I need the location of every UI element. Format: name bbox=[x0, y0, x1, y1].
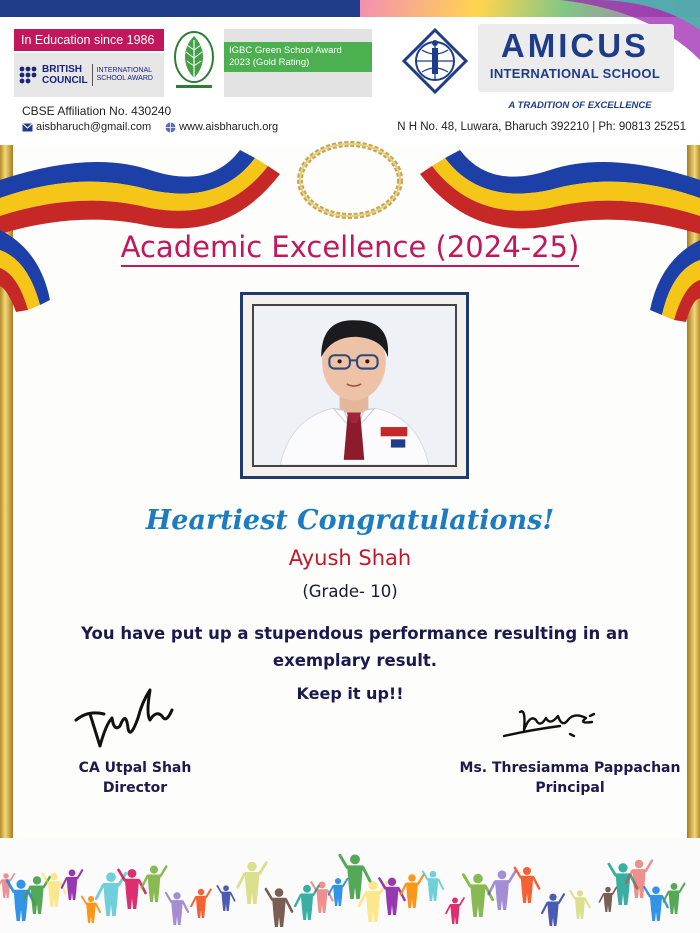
principal-signature-block bbox=[420, 758, 700, 798]
child-figure bbox=[401, 874, 424, 908]
child-figure bbox=[166, 892, 188, 925]
child-figure bbox=[664, 883, 685, 914]
british-council-award-2: SCHOOL AWARD bbox=[96, 75, 153, 82]
principal-signature bbox=[500, 700, 610, 750]
email-contact[interactable] bbox=[22, 121, 151, 133]
child-figure bbox=[266, 888, 292, 927]
student-photo bbox=[252, 304, 457, 467]
school-name: AMICUS bbox=[500, 27, 650, 64]
child-figure bbox=[542, 894, 564, 926]
igbc-line-1: IGBC Green School Award bbox=[229, 45, 342, 56]
student-grade: (Grade- 10) bbox=[302, 582, 398, 601]
child-figure bbox=[191, 889, 211, 918]
mail-icon bbox=[22, 123, 33, 132]
website-contact[interactable] bbox=[165, 121, 278, 133]
child-figure bbox=[359, 881, 387, 922]
children-crowd-decoration bbox=[0, 838, 700, 933]
british-council-badge bbox=[14, 53, 164, 97]
british-council-name-2: COUNCIL bbox=[42, 75, 88, 86]
encouragement-text: Keep it up!! bbox=[296, 684, 404, 703]
cbse-affiliation: CBSE Affiliation No. 430240 bbox=[22, 104, 172, 118]
achievement-message: You have put up a stupendous performance resulting in an exemplary result. bbox=[81, 624, 629, 670]
child-figure bbox=[82, 896, 100, 923]
principal-role: Principal bbox=[535, 780, 605, 796]
principal-name: Ms. Thresiamma Pappachan bbox=[459, 760, 681, 776]
header-stripe bbox=[0, 0, 360, 17]
amicus-emblem-icon bbox=[402, 28, 468, 94]
igbc-award-text bbox=[224, 42, 372, 72]
since-badge: In Education since 1986 bbox=[14, 29, 164, 51]
website-text: www.aisbharuch.org bbox=[179, 121, 279, 133]
child-figure bbox=[311, 882, 332, 914]
school-tagline: A TRADITION OF EXCELLENCE bbox=[508, 100, 652, 111]
child-figure bbox=[42, 873, 65, 907]
child-figure bbox=[644, 886, 667, 921]
british-council-name: BRITISH bbox=[42, 64, 82, 75]
child-figure bbox=[446, 897, 464, 924]
student-name: Ayush Shah bbox=[288, 546, 412, 570]
igbc-line-2: 2023 (Gold Rating) bbox=[229, 57, 310, 68]
photo-mat bbox=[243, 295, 466, 476]
child-figure bbox=[570, 890, 589, 919]
congratulations-heading: Heartiest Congratulations! bbox=[145, 505, 555, 536]
british-council-dots-icon bbox=[18, 65, 38, 85]
email-text: aisbharuch@gmail.com bbox=[36, 121, 152, 133]
student-photo-frame bbox=[240, 292, 469, 479]
igbc-award-badge bbox=[224, 29, 372, 97]
child-figure bbox=[142, 866, 167, 902]
child-figure bbox=[24, 876, 50, 914]
school-header bbox=[0, 0, 700, 145]
child-figure bbox=[96, 872, 125, 916]
school-subtitle: INTERNATIONAL SCHOOL bbox=[489, 66, 661, 81]
child-figure bbox=[118, 869, 145, 909]
child-figure bbox=[599, 887, 616, 912]
child-figure bbox=[379, 878, 404, 915]
certificate-title-text: Academic Excellence (2024-25) bbox=[121, 230, 580, 267]
child-figure bbox=[62, 869, 83, 900]
divider bbox=[92, 64, 93, 86]
director-name: CA Utpal Shah bbox=[78, 760, 192, 776]
contact-line bbox=[22, 121, 278, 133]
globe-icon bbox=[165, 122, 176, 133]
child-figure bbox=[0, 873, 14, 898]
director-signature bbox=[68, 680, 188, 760]
director-signature-block bbox=[40, 758, 230, 798]
child-figure bbox=[515, 867, 539, 903]
school-address: N H No. 48, Luwara, Bharuch 392210 | Ph: 90813 25251 bbox=[397, 121, 686, 133]
british-council-award: INTERNATIONAL bbox=[96, 67, 153, 74]
child-figure bbox=[423, 871, 443, 901]
child-figure bbox=[489, 870, 516, 910]
certificate-title bbox=[0, 230, 700, 264]
child-figure bbox=[238, 862, 267, 904]
student-portrait-icon bbox=[254, 306, 455, 465]
director-role: Director bbox=[102, 780, 168, 796]
child-figure bbox=[329, 878, 348, 906]
igbc-leaf-icon bbox=[170, 30, 218, 92]
child-figure bbox=[217, 885, 234, 911]
